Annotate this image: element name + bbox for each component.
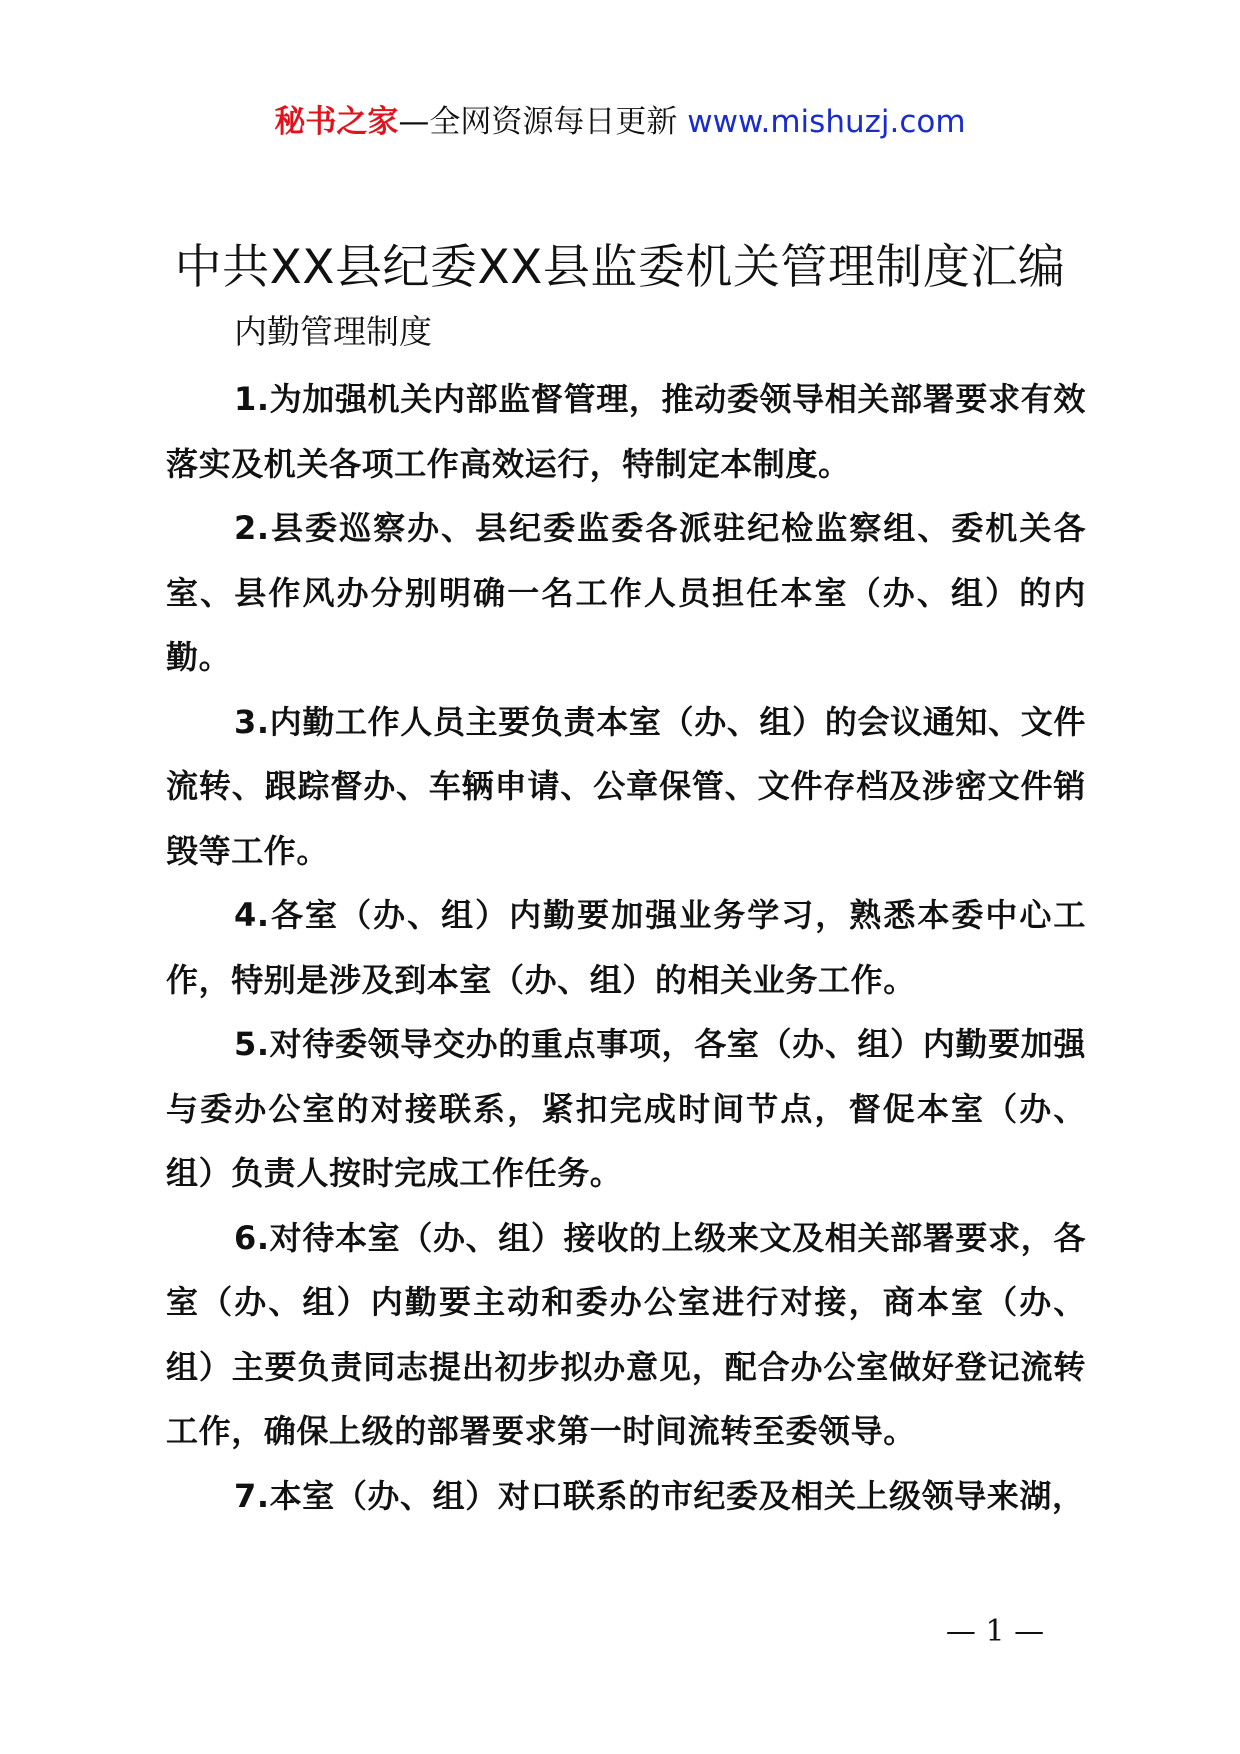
clause-2: 2.县委巡察办、县纪委监委各派驻纪检监察组、委机关各室、县作风办分别明确一名工作人员担任本室（办、组）的内勤。 — [166, 509, 1086, 676]
clause-1: 1.为加强机关内部监督管理，推动委领导相关部署要求有效落实及机关各项工作高效运行，特制定本制度。 — [166, 380, 1086, 483]
clause-4: 4.各室（办、组）内勤要加强业务学习，熟悉本委中心工作，特别是涉及到本室（办、组）的相关业务工作。 — [166, 896, 1086, 999]
clause-6: 6.对待本室（办、组）接收的上级来文及相关部署要求，各室（办、组）内勤要主动和委办公室进行对接，商本室（办、组）主要负责同志提出初步拟办意见，配合办公室做好登记流转工作，确保上级的部署要求第一时间流转至委领导。 — [166, 1218, 1086, 1450]
site-slogan: —全网资源每日更新 — [398, 104, 678, 140]
clause-3: 3.内勤工作人员主要负责本室（办、组）的会议通知、文件流转、跟踪督办、车辆申请、公章保管、文件存档及涉密文件销毁等工作。 — [166, 702, 1086, 870]
clause-7: 7.本室（办、组）对口联系的市纪委及相关上级领导来湖， — [234, 1476, 1085, 1515]
page-number: — 1 — — [945, 1614, 1045, 1649]
document-title: 中共XX县纪委XX县监委机关管理制度汇编 — [174, 240, 1066, 295]
site-name: 秘书之家 — [274, 104, 399, 140]
document-body — [166, 367, 1086, 1528]
site-header — [0, 100, 1240, 144]
clause-5: 5.对待委领导交办的重点事项，各室（办、组）内勤要加强与委办公室的对接联系，紧扣完成时间节点，督促本室（办、组）负责人按时完成工作任务。 — [166, 1025, 1086, 1192]
section-heading: 内勤管理制度 — [234, 312, 432, 351]
site-url-link[interactable]: www.mishuzj.com — [687, 104, 966, 140]
